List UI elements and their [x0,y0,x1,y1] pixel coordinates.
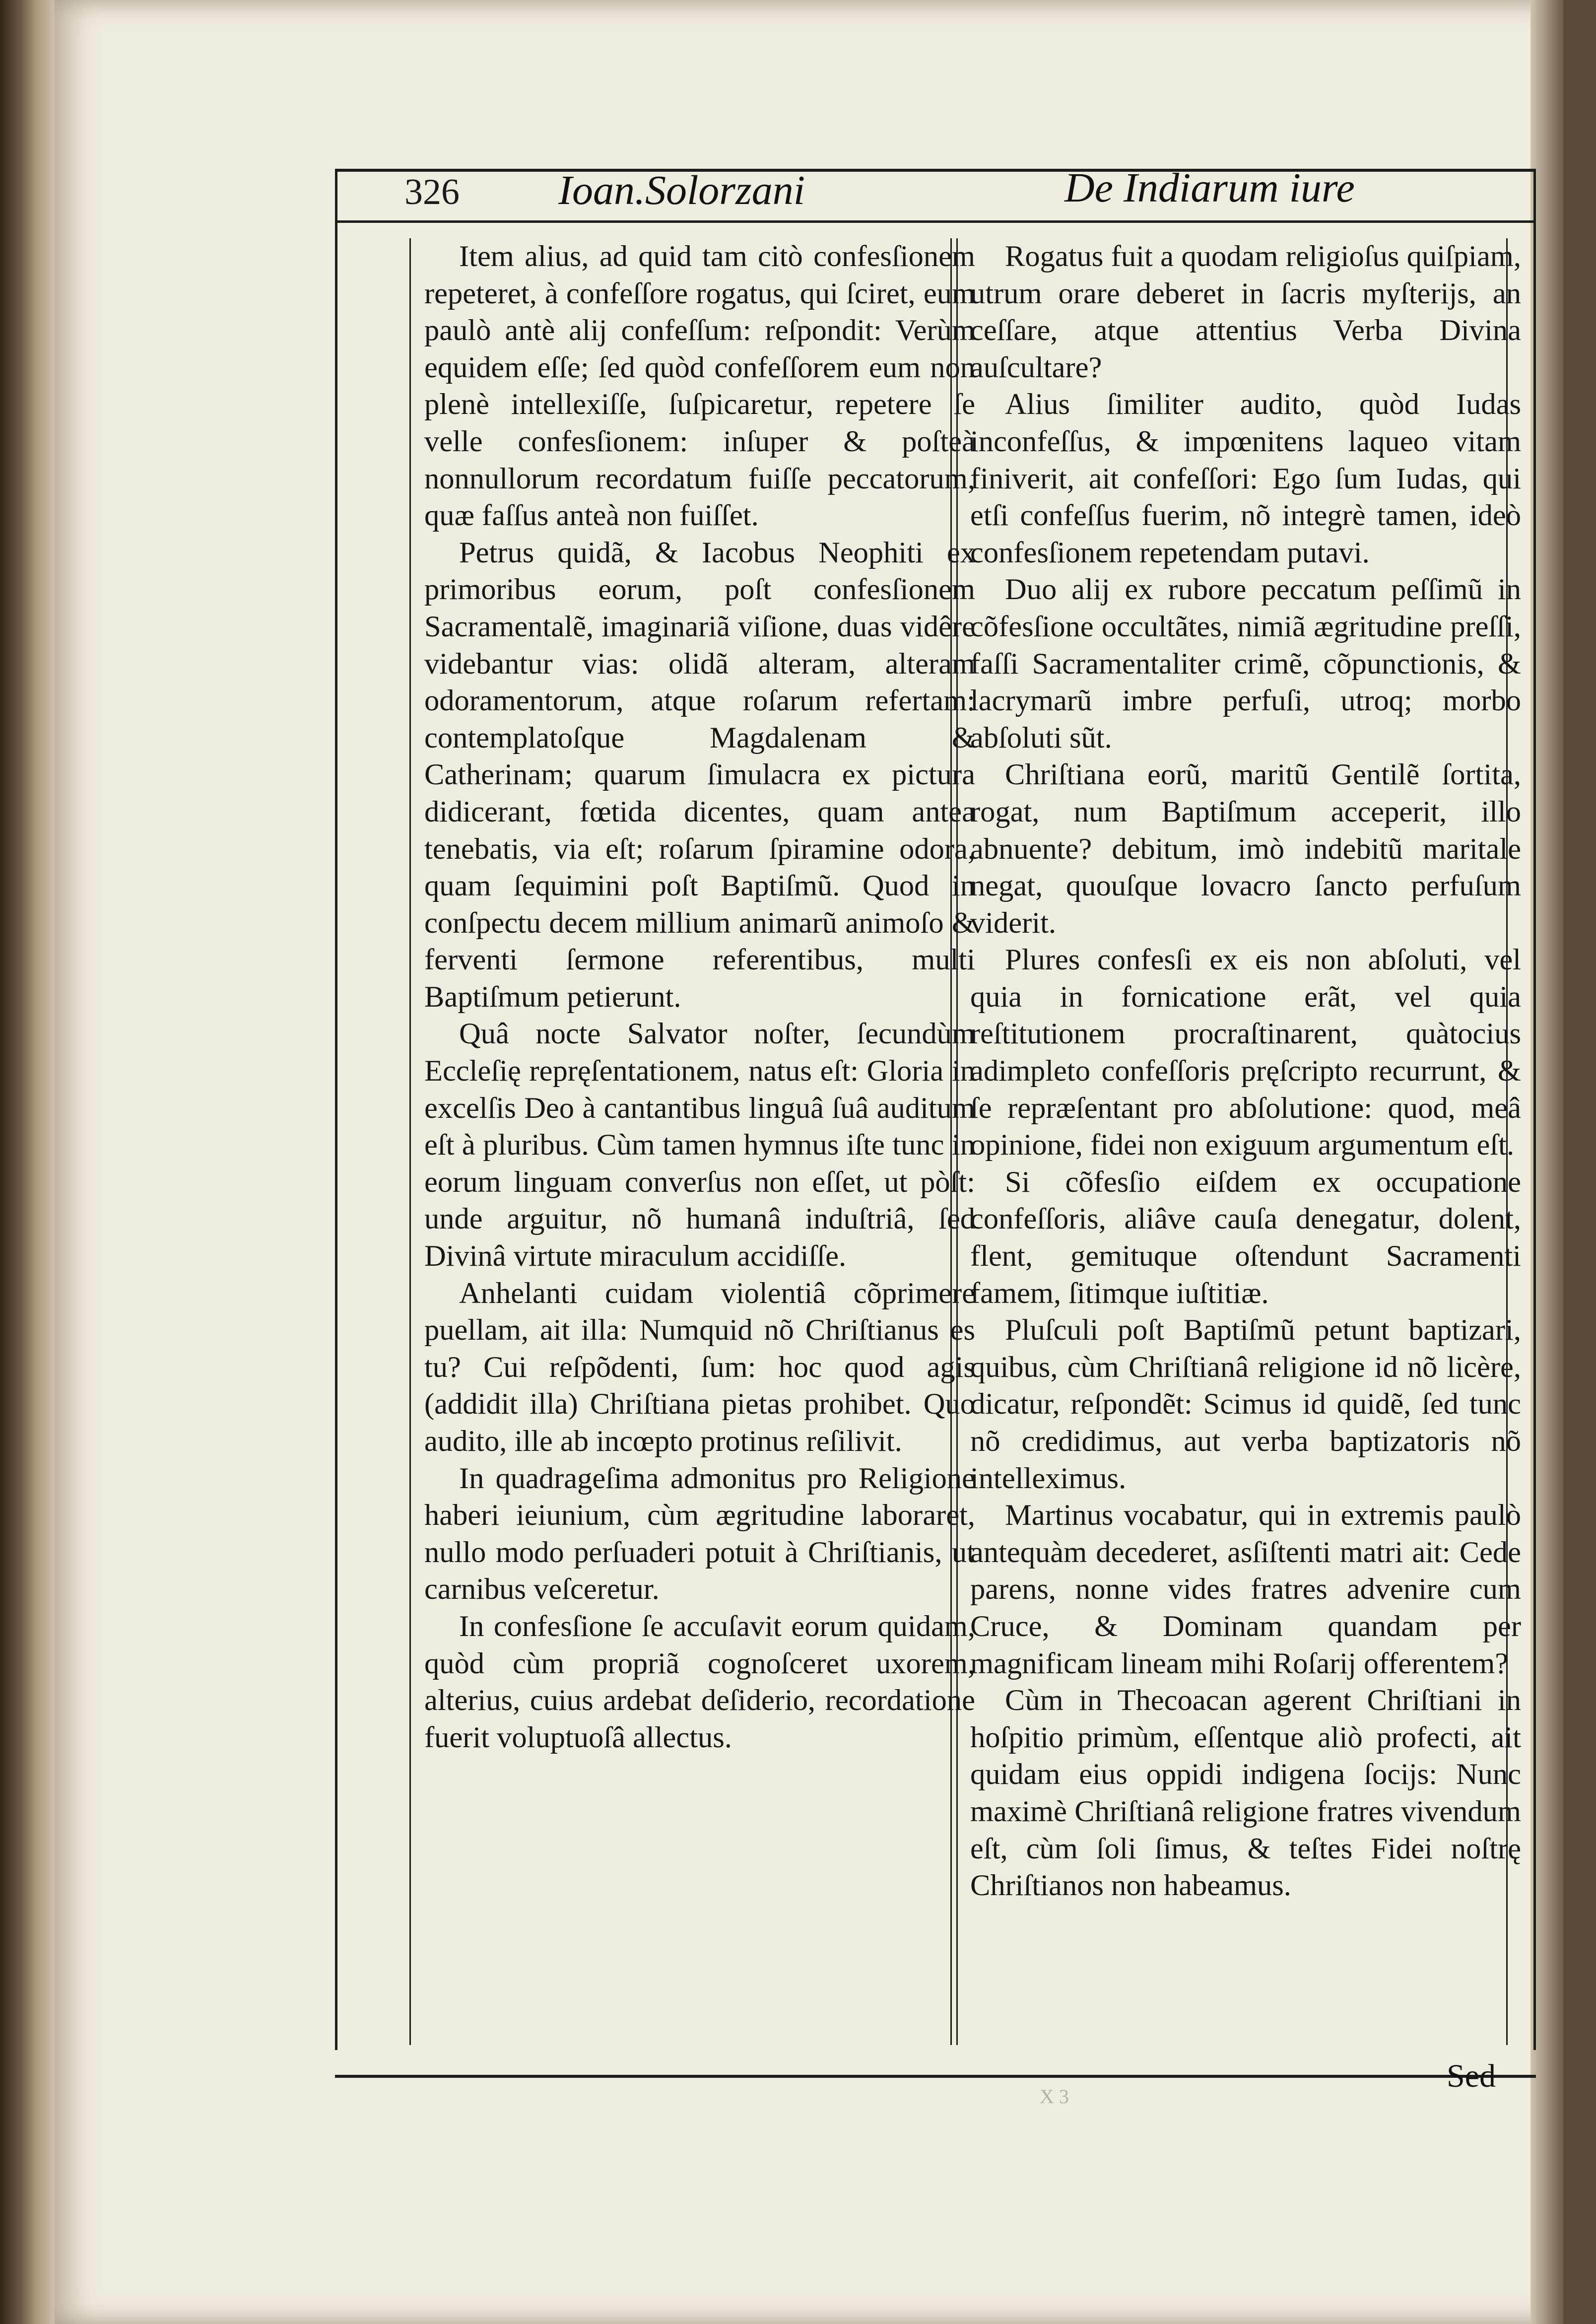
right-border [1533,169,1536,2050]
running-header [335,164,1536,218]
signature-mark: X 3 [1040,2085,1069,2108]
left-text-column [424,238,975,1756]
left-border [335,169,337,2050]
paragraph: Item alius, ad quid tam citò confesſionem repeteret, à confeſſore rogatus, qui ſciret, eum paulò antè alij confeſſum: reſpondit: Verùm equidem eſſe; ſed quòd confeſſorem eum non plenè intellexiſſe, ſuſpicaretur, repetere ſe velle confesſionem: inſuper & poſteà nonnullorum recordatum fuiſſe peccatorum, quæ faſſus anteà non fuiſſet. [424,240,975,533]
paragraph: Petrus quidã, & Iacobus Neophiti ex primoribus eorum, poſt confesſionem Sacramentalẽ, imaginariã viſione, duas vidêre videbantur vias: olidã alteram, alteram odoramentorum, atque roſarum refertam: contemplatoſque Magdalenam & Catherinam; quarum ſimulacra ex pictura didicerant, fœtida dicentes, quam antea tenebatis, via eſt; roſarum ſpiramine odora, quam ſequimini poſt Baptiſmũ. Quod in conſpectu decem millium animarũ animoſo & ferventi ſermone referentibus, multi Baptiſmum petierunt. [424,536,975,1014]
paragraph: Alius ſimiliter audito, quòd Iudas inconfeſſus, & impœnitens laqueo vitam finiverit, ait confeſſori: Ego ſum Iudas, qui etſi confeſſus fuerim, nõ integrè tamen, ideò confesſionem repetendam putavi. [970,388,1521,569]
bottom-rule [335,2075,1536,2078]
book-page [55,0,1563,2324]
header-rule [335,220,1536,223]
paragraph: Anhelanti cuidam violentiâ cõprimere puellam, ait illa: Numquid nõ Chriſtianus es tu? Cui reſpõdenti, ſum: hoc quod agis (addidit illa) Chriſtiana pietas prohibet. Quo audito, ille ab incœpto protinus reſilivit. [424,1276,975,1458]
page-number: 326 [404,172,460,212]
left-column-rule [409,238,411,2045]
running-title: De Indiarum iure [1064,165,1355,211]
paragraph: Quâ nocte Salvator noſter, ſecundùm Eccleſię repręſentationem, natus eſt: Gloria in excelſis Deo à cantantibus linguâ ſuâ auditum eſt à pluribus. Cùm tamen hymnus iſte tunc in eorum linguam converſus non eſſet, ut pòſt: unde arguitur, nõ humanâ induſtriâ, ſed Divinâ virtute miraculum accidiſſe. [424,1017,975,1273]
book-gutter-edge [0,0,60,2324]
paragraph: Martinus vocabatur, qui in extremis paulò antequàm decederet, asſiſtenti matri ait: Cede parens, nonne vides fratres advenire cum Cruce, & Dominam quandam per magnificam lineam mihi Roſarij offerentem? [970,1499,1521,1680]
paragraph: Plures confesſi ex eis non abſoluti, vel quia in fornicatione erãt, vel quia reſtitutionem procraſtinarent, quàtocius adimpleto confeſſoris pręſcripto recurrunt, & ſe repræſentant pro abſolutione: quod, meâ opinione, fidei non exiguum argumentum eſt. [970,943,1521,1162]
paragraph: In quadrageſima admonitus pro Religione haberi ieiunium, cùm ægritudine laboraret, nullo modo perſuaderi potuit à Chriſtianis, ut carnibus veſceretur. [424,1461,975,1606]
right-text-column [970,238,1521,1905]
paragraph: Cùm in Thecoacan agerent Chriſtiani in hoſpitio primùm, eſſentque aliò profecti, ait quidam eius oppidi indigena ſocijs: Nunc maximè Chriſtianâ religione fratres vivendum eſt, cùm ſoli ſimus, & teſtes Fidei noſtrę Chriſtianos non habeamus. [970,1684,1521,1903]
paragraph: Chriſtiana eorũ, maritũ Gentilẽ ſortita, rogat, num Baptiſmum acceperit, illo abnuente? debitum, imò indebitũ maritale negat, quouſque lovacro ſancto perfuſum viderit. [970,758,1521,940]
paragraph: In confesſione ſe accuſavit eorum quidam, quòd cùm propriã cognoſceret uxorem, alterius, cuius ardebat deſiderio, recordatione fuerit voluptuoſâ allectus. [424,1609,975,1754]
running-author: Ioan.Solorzani [558,167,805,213]
text-frame [335,165,1536,2108]
catchword: Sed [1447,2058,1496,2094]
paragraph: Si cõfesſio eiſdem ex occupatione confeſſoris, aliâve cauſa denegatur, dolent, flent, gemituque oſtendunt Sacramenti famem, ſitimque iuſtitiæ. [970,1165,1521,1310]
paragraph: Duo alij ex rubore peccatum peſſimũ in cõfesſione occultãtes, nimiã ægritudine preſſi, faſſi Sacramentaliter crimẽ, cõpunctionis, & lacrymarũ imbre perfuſi, utroq; morbo abſoluti sũt. [970,573,1521,754]
paragraph: Rogatus fuit a quodam religioſus quiſpiam, utrum orare deberet in ſacris myſterijs, an ceſſare, atque attentius Verba Divina auſcultare? [970,240,1521,384]
paragraph: Pluſculi poſt Baptiſmũ petunt baptizari, quibus, cùm Chriſtianâ religione id nõ licère, dicatur, reſpondẽt: Scimus id quidẽ, ſed tunc nõ credidimus, aut verba baptizatoris nõ intelleximus. [970,1313,1521,1495]
